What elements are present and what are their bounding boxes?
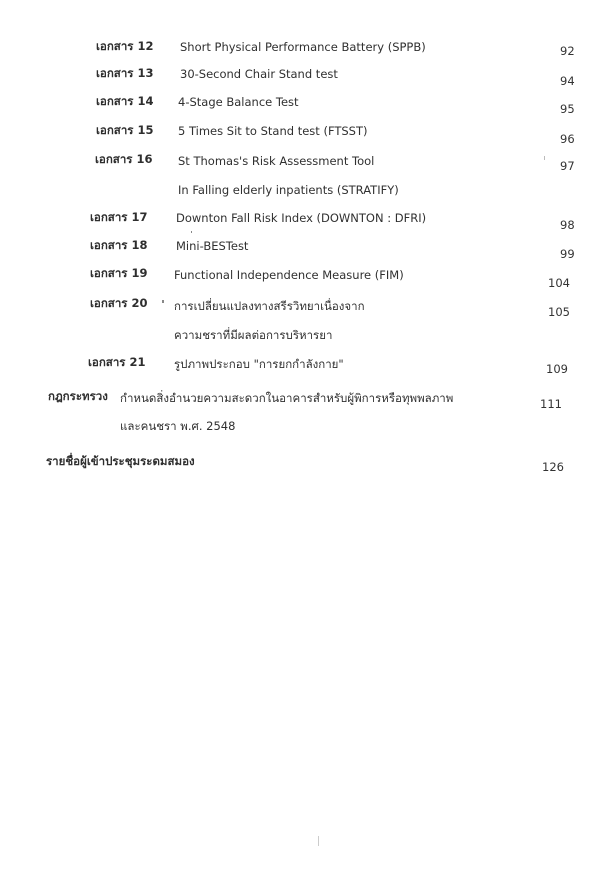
toc-entry-page: 111 <box>540 397 562 411</box>
toc-entry-label: เอกสาร 20 <box>90 296 148 310</box>
toc-entry-page: 105 <box>548 305 570 319</box>
toc-entry-label: เอกสาร 13 <box>96 66 154 80</box>
toc-entry-label: เอกสาร 15 <box>96 123 154 137</box>
toc-entry-label: เอกสาร 14 <box>96 94 154 108</box>
scan-speck <box>191 231 192 233</box>
scan-speck <box>544 156 545 160</box>
toc-entry-title: Functional Independence Measure (FIM) <box>174 268 404 282</box>
toc-entry-page: 97 <box>560 159 575 173</box>
toc-entry-title-continuation: In Falling elderly inpatients (STRATIFY) <box>178 183 399 197</box>
toc-entry-label: กฎกระทรวง <box>48 389 108 403</box>
toc-entry-page: 94 <box>560 74 575 88</box>
toc-entry-page: 96 <box>560 132 575 146</box>
toc-entry-page: 126 <box>542 460 564 474</box>
toc-entry-label: เอกสาร 19 <box>90 266 148 280</box>
toc-entry-label: เอกสาร 21 <box>88 355 146 369</box>
toc-entry-title: Short Physical Performance Battery (SPPB) <box>180 40 426 54</box>
toc-entry-title: 4-Stage Balance Test <box>178 95 299 109</box>
toc-entry-label: เอกสาร 18 <box>90 238 148 252</box>
scan-speck <box>162 300 164 303</box>
toc-entry-title: Downton Fall Risk Index (DOWNTON : DFRI) <box>176 211 427 225</box>
toc-entry-title: St Thomas's Risk Assessment Tool <box>178 154 375 168</box>
toc-entry-label: เอกสาร 16 <box>95 152 153 166</box>
scan-speck <box>318 836 319 846</box>
toc-entry-title: 30-Second Chair Stand test <box>180 67 338 81</box>
toc-entry-label: เอกสาร 17 <box>90 210 148 224</box>
toc-entry-label: รายชื่อผู้เข้าประชุมระดมสมอง <box>46 454 195 468</box>
toc-entry-title: 5 Times Sit to Stand test (FTSST) <box>178 124 368 138</box>
toc-entry-page: 104 <box>548 276 570 290</box>
toc-entry-title: Mini-BESTest <box>176 239 249 253</box>
toc-entry-page: 98 <box>560 218 575 232</box>
toc-entry-page: 95 <box>560 102 575 116</box>
toc-entry-title: การเปลี่ยนแปลงทางสรีรวิทยาเนื่องจาก <box>174 299 365 313</box>
toc-entry-title-continuation: และคนชรา พ.ศ. 2548 <box>120 419 236 433</box>
toc-entry-title: รูปภาพประกอบ "การยกกำลังกาย" <box>174 357 344 371</box>
toc-entry-page: 92 <box>560 44 575 58</box>
toc-entry-label: เอกสาร 12 <box>96 39 154 53</box>
toc-entry-title: กำหนดสิ่งอำนวยความสะดวกในอาคารสำหรับผู้พิการหรือทุพพลภาพ <box>120 391 454 405</box>
toc-entry-page: 99 <box>560 247 575 261</box>
toc-entry-page: 109 <box>546 362 568 376</box>
toc-entry-title-continuation: ความชราที่มีผลต่อการบริหารยา <box>174 328 333 342</box>
